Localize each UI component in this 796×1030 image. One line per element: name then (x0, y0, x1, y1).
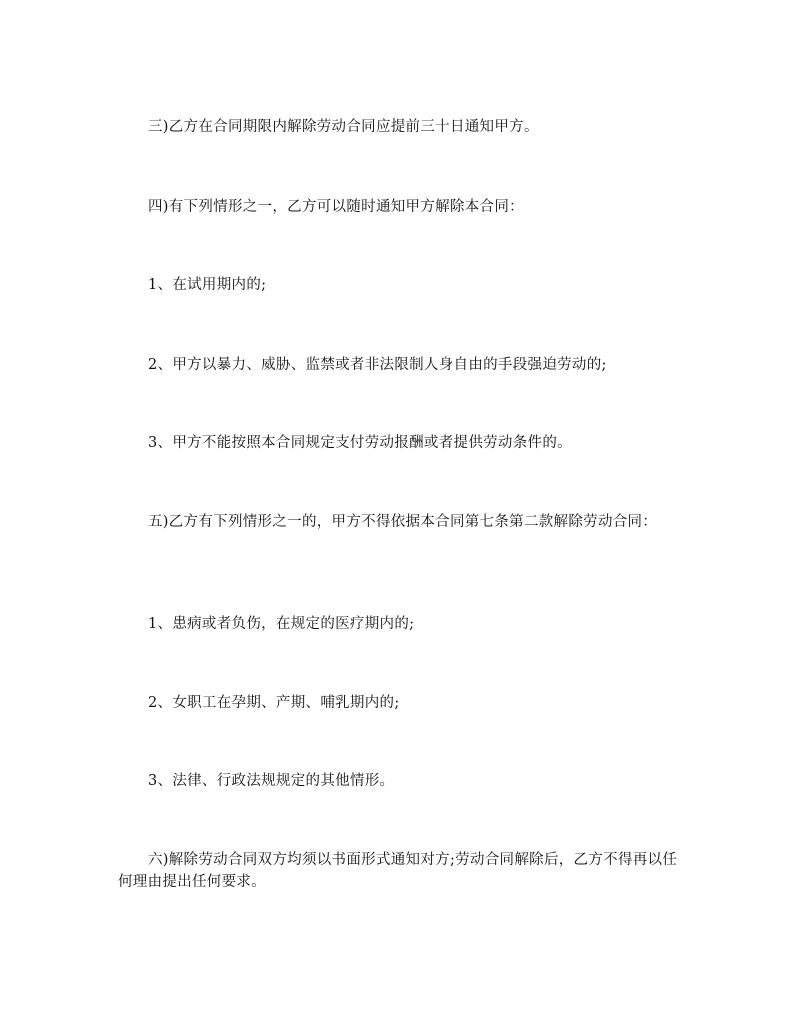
paragraph-item-3b: 3、法律、行政法规规定的其他情形。 (148, 773, 395, 789)
paragraph-item-2b: 2、女职工在孕期、产期、哺乳期内的; (148, 695, 400, 711)
paragraph-item-3: 3、甲方不能按照本合同规定支付劳动报酬或者提供劳动条件的。 (148, 435, 572, 451)
paragraph-section-5: 五)乙方有下列情形之一的，甲方不得依据本合同第七条第二款解除劳动合同： (148, 514, 658, 530)
paragraph-item-2: 2、甲方以暴力、威胁、监禁或者非法限制人身自由的手段强迫劳动的; (148, 357, 607, 373)
paragraph-item-1b: 1、患病或者负伤，在规定的医疗期内的; (148, 616, 415, 632)
paragraph-section-4: 四)有下列情形之一，乙方可以随时通知甲方解除本合同： (148, 199, 524, 215)
paragraph-item-1: 1、在试用期内的; (148, 277, 267, 293)
paragraph-section-3: 三)乙方在合同期限内解除劳动合同应提前三十日通知甲方。 (148, 119, 539, 135)
paragraph-section-6: 六)解除劳动合同双方均须以书面形式通知对方;劳动合同解除后，乙方不得再以任何理由提出任何要求。 (118, 852, 678, 890)
